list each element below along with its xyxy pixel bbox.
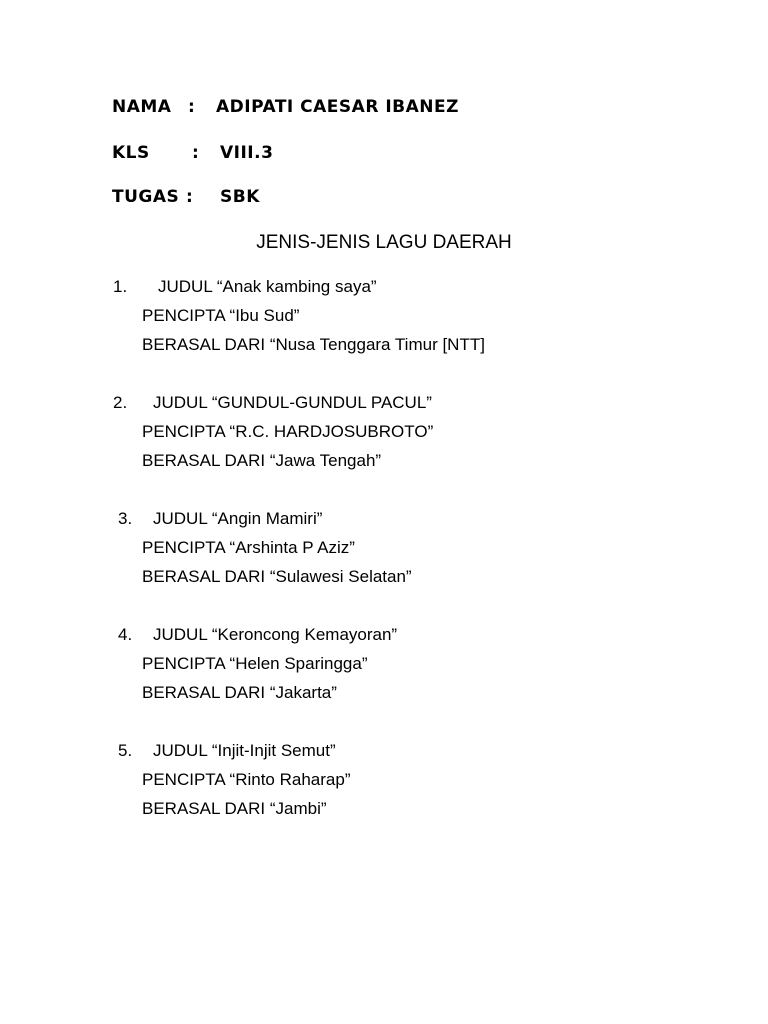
entry-pencipta: PENCIPTA “Helen Sparingga”	[142, 654, 368, 673]
entry-asal: BERASAL DARI “Jambi”	[142, 799, 327, 818]
list-item	[0, 620, 768, 707]
entry-asal: BERASAL DARI “Nusa Tenggara Timur [NTT]	[142, 335, 485, 354]
entry-asal: BERASAL DARI “Jakarta”	[142, 683, 337, 702]
nama-separator: :	[188, 97, 196, 117]
entry-judul: JUDUL “Injit-Injit Semut”	[153, 741, 336, 760]
tugas-label: TUGAS	[112, 187, 180, 207]
entry-number: 4.	[118, 625, 133, 644]
tugas-value: SBK	[220, 187, 260, 207]
entry-pencipta: PENCIPTA “R.C. HARDJOSUBROTO”	[142, 422, 434, 441]
entry-judul: JUDUL “GUNDUL-GUNDUL PACUL”	[153, 393, 432, 412]
page-title: JENIS-JENIS LAGU DAERAH	[256, 232, 512, 253]
entry-pencipta: PENCIPTA “Ibu Sud”	[142, 306, 300, 325]
entry-asal: BERASAL DARI “Jawa Tengah”	[142, 451, 382, 470]
entry-asal: BERASAL DARI “Sulawesi Selatan”	[142, 567, 412, 586]
list-item	[0, 388, 768, 475]
entry-number: 1.	[113, 277, 128, 296]
entry-number: 2.	[113, 393, 128, 412]
nama-value: ADIPATI CAESAR IBANEZ	[216, 97, 459, 117]
entry-judul: JUDUL “Anak kambing saya”	[158, 277, 377, 296]
entry-judul: JUDUL “Keroncong Kemayoran”	[153, 625, 398, 644]
tugas-separator: :	[186, 187, 194, 207]
entry-number: 5.	[118, 741, 133, 760]
entry-judul: JUDUL “Angin Mamiri”	[153, 509, 323, 528]
entry-pencipta: PENCIPTA “Rinto Raharap”	[142, 770, 351, 789]
list-item	[0, 272, 768, 359]
nama-label: NAMA	[112, 97, 172, 117]
list-item	[0, 504, 768, 591]
list-item	[0, 736, 768, 823]
kls-value: VIII.3	[220, 143, 274, 163]
entry-pencipta: PENCIPTA “Arshinta P Aziz”	[142, 538, 355, 557]
kls-label: KLS	[112, 143, 150, 163]
kls-separator: :	[192, 143, 200, 163]
entry-number: 3.	[118, 509, 133, 528]
